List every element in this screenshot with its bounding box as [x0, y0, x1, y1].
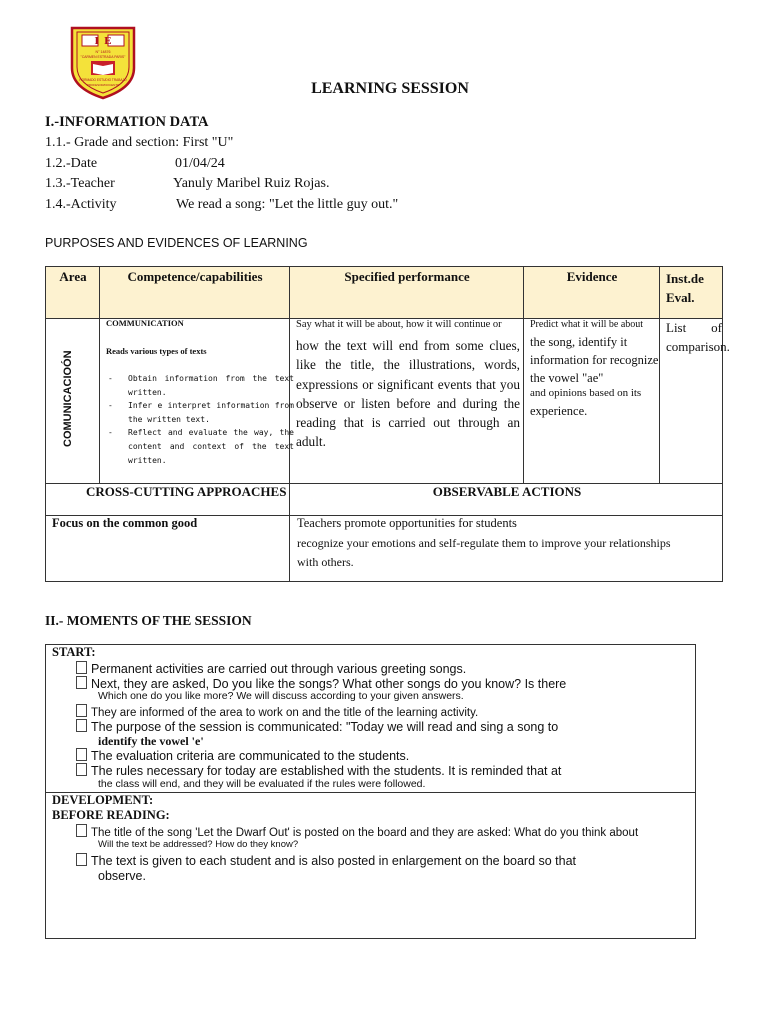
moments-heading: II.- MOMENTS OF THE SESSION — [45, 613, 252, 628]
checkbox-icon — [76, 661, 87, 674]
checkbox-icon — [76, 824, 87, 837]
performance-body: how the text will end from some clues, like the title, the illustrations, words, expressions or significant events that you observe or listen before and during the reading that is carried out through an adult. — [296, 338, 520, 450]
actions-line-1: Teachers promote opportunities for students — [297, 516, 517, 530]
evidence-small: and opinions based on its — [530, 387, 642, 399]
start-label: START: — [52, 645, 96, 659]
list-item: The title of the song 'Let the Dwarf Out' is posted on the board and they are asked: What do you think about — [76, 824, 638, 839]
evidence-line-1: Predict what it will be about — [530, 319, 644, 330]
before-reading-label: BEFORE READING: — [52, 808, 170, 822]
info-value: We read a song: "Let the little guy out." — [176, 197, 399, 212]
info-heading: I.-INFORMATION DATA — [45, 114, 209, 130]
list-item: The evaluation criteria are communicated to the students. — [76, 748, 409, 763]
list-item: - Reflect and evaluate the way, the content and context of the text written. — [106, 426, 294, 467]
header-performance: Specified performance — [344, 269, 470, 284]
header-evidence: Evidence — [566, 269, 618, 284]
info-label: 1.1.- Grade and section: First "U" — [45, 135, 234, 150]
capabilities-list — [106, 372, 294, 467]
logo-line-2: "CARMEN ESTRADA PARIS" — [80, 55, 126, 59]
list-item: - Obtain information from the text written. — [106, 372, 294, 399]
list-item: The rules necessary for today are established with the students. It is reminded that at — [76, 763, 561, 778]
info-row-teacher — [45, 176, 545, 192]
list-item: Permanent activities are carried out through various greeting songs. — [76, 661, 466, 676]
list-item-sub: Will the text be addressed? How do they know? — [98, 839, 299, 850]
competence-title: COMMUNICATION — [106, 318, 184, 328]
cross-header: CROSS-CUTTING APPROACHES — [86, 484, 287, 499]
list-item-sub: the class will end, and they will be evaluated if the rules were followed. — [98, 778, 426, 790]
list-item: The text is given to each student and is also posted in enlargement on the board so that — [76, 853, 576, 868]
logo-letters: I E — [94, 35, 112, 47]
competence-sub: Reads various types of texts — [106, 346, 207, 356]
list-item-sub: Which one do you like more? We will discuss according to your given answers. — [98, 690, 464, 702]
info-label: 1.4.-Activity — [45, 197, 117, 212]
logo-line-1: N° 14876 — [95, 50, 111, 54]
list-item: They are informed of the area to work on and the title of the learning activity. — [76, 704, 478, 719]
checkbox-icon — [76, 748, 87, 761]
list-item-sub: identify the vowel 'e' — [98, 734, 204, 748]
list-item: The purpose of the session is communicated: "Today we will read and sing a song to — [76, 719, 558, 734]
info-row-activity — [45, 197, 545, 213]
checkbox-icon — [76, 704, 87, 717]
list-item-sub: observe. — [98, 869, 146, 883]
info-value: 01/04/24 — [175, 156, 225, 171]
purposes-heading: PURPOSES AND EVIDENCES OF LEARNING — [45, 236, 308, 250]
checkbox-icon — [76, 719, 87, 732]
learning-table — [45, 266, 730, 582]
header-competence: Competence/capabilities — [127, 269, 263, 284]
info-label: 1.3.-Teacher — [45, 176, 115, 191]
area-value: COMUNICACIOÓN — [62, 350, 74, 447]
info-label: 1.2.-Date — [45, 156, 98, 171]
logo-line-3: HORMADO ESTUDIO TRABAJO — [79, 78, 127, 82]
info-row-grade — [45, 135, 233, 151]
evidence-body: the song, identify it information for recognize the vowel "ae" — [530, 335, 659, 385]
header-area: Area — [59, 269, 87, 284]
logo-line-4: PROFESOR/DOCENTE — [86, 83, 120, 87]
info-row-date — [45, 156, 445, 172]
development-label: DEVELOPMENT: — [52, 793, 154, 807]
actions-line-3: with others. — [297, 555, 354, 569]
list-item: Next, they are asked, Do you like the songs? What other songs do you know? Is there — [76, 676, 566, 691]
evidence-end: experience. — [530, 404, 588, 418]
performance-line-1: Say what it will be about, how it will continue or — [296, 319, 502, 330]
inst-value: List of comparison. — [666, 320, 730, 354]
actions-line-2: recognize your emotions and self-regulate them to improve your relationships — [297, 536, 671, 550]
cross-value: Focus on the common good — [52, 516, 198, 530]
list-item: - Infer e interpret information from the written text. — [106, 399, 294, 426]
actions-header: OBSERVABLE ACTIONS — [432, 484, 582, 499]
header-inst: Inst.de Eval. — [666, 271, 704, 305]
checkbox-icon — [76, 853, 87, 866]
info-value: Yanuly Maribel Ruiz Rojas. — [173, 176, 330, 191]
moments-box — [45, 644, 696, 939]
page-title: LEARNING SESSION — [311, 80, 469, 97]
checkbox-icon — [76, 676, 87, 689]
checkbox-icon — [76, 763, 87, 776]
